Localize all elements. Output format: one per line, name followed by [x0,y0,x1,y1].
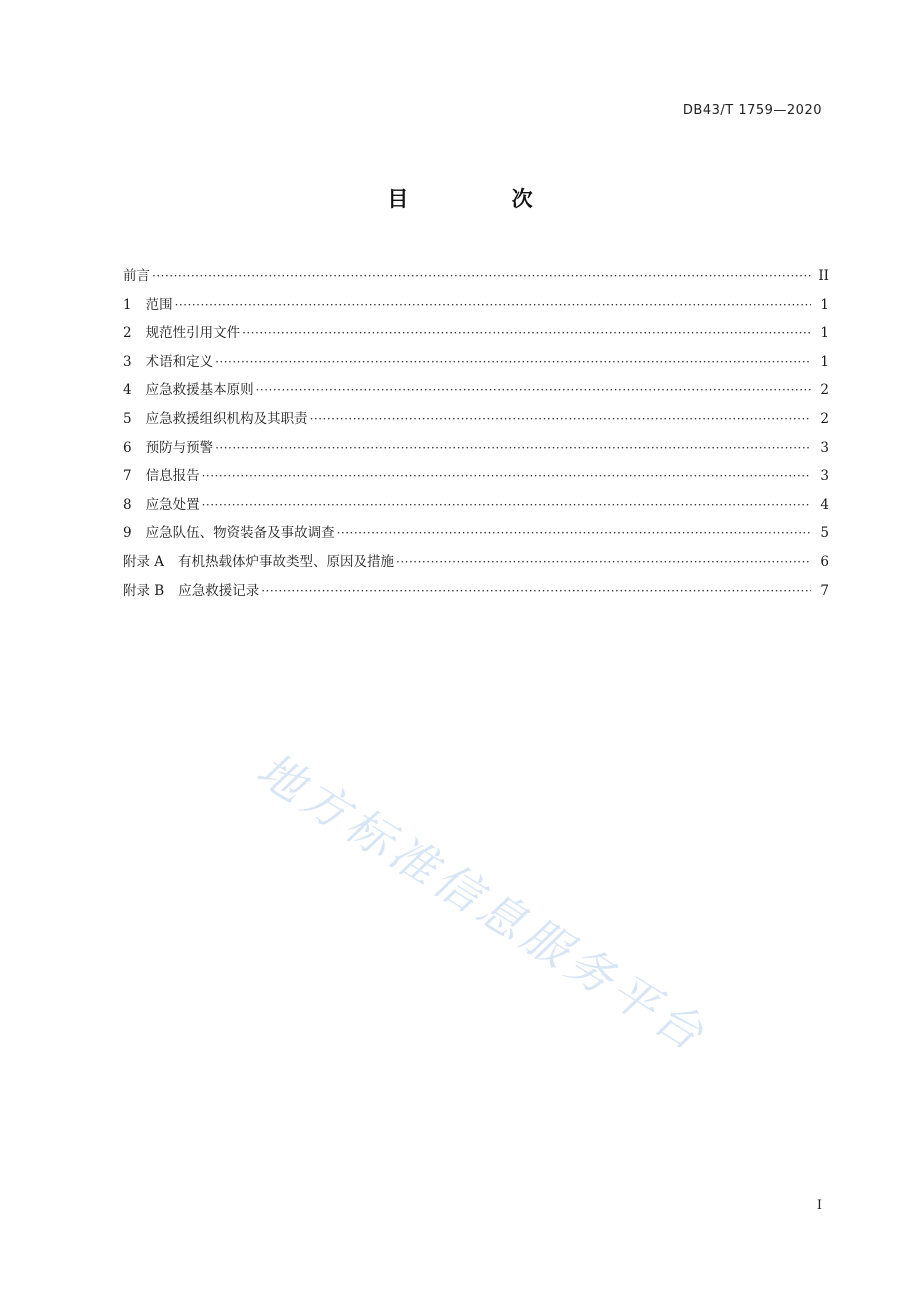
toc-entry-page: 1 [820,353,829,370]
page-title: 目 次 [387,187,581,211]
toc-entry-label: 前言 [123,268,150,284]
toc-entry-number: 附录 A [123,553,165,570]
toc-entry-label: 应急救援组织机构及其职责 [145,410,308,427]
toc-entry-number: 7 [123,468,132,485]
toc-entry-label: 应急救援基本原则 [145,382,254,399]
toc-leader-dots [202,491,811,520]
toc-entry-9[interactable] [123,519,829,548]
toc-entry-7[interactable] [123,462,829,491]
toc-entry-label: 术语和定义 [145,353,214,370]
toc-entry-page: 1 [820,325,829,342]
toc-entry-number: 1 [123,296,132,313]
toc-leader-dots [215,434,811,463]
toc-entry-page: 3 [820,468,829,485]
toc-entry-6[interactable] [123,434,829,463]
document-code: DB43/T 1759—2020 [682,103,822,118]
toc-entry-1[interactable] [123,291,829,320]
toc-entry-2[interactable] [123,319,829,348]
toc-entry-label: 应急处置 [145,496,200,513]
toc-leader-dots [261,577,811,606]
toc-entry-label: 应急队伍、物资装备及事故调查 [145,525,335,542]
toc-leader-dots [202,462,811,491]
toc-leader-dots [215,348,811,377]
toc-entry-appendix-a[interactable] [123,548,829,577]
toc-entry-preface[interactable] [123,262,829,291]
toc-entry-page: 5 [820,525,829,542]
toc-entry-page: 1 [820,296,829,313]
toc-entry-page: 7 [820,582,829,599]
toc-leader-dots [242,319,811,348]
toc-entry-page: II [818,268,829,284]
toc-entry-number: 4 [123,382,132,399]
toc-entry-label: 规范性引用文件 [145,325,241,342]
watermark: 地方标准信息服务平台 [247,741,718,1064]
page-number: I [816,1198,822,1213]
toc-entry-page: 2 [820,382,829,399]
toc-entry-number: 5 [123,410,132,427]
toc-leader-dots [152,262,811,291]
toc-entry-number: 3 [123,353,132,370]
table-of-contents [123,262,829,605]
toc-entry-number: 8 [123,496,132,513]
toc-entry-appendix-b[interactable] [123,577,829,606]
toc-leader-dots [175,291,811,320]
toc-entry-4[interactable] [123,376,829,405]
toc-entry-8[interactable] [123,491,829,520]
toc-leader-dots [337,519,811,548]
toc-entry-page: 4 [820,496,829,513]
toc-entry-page: 3 [820,439,829,456]
toc-entry-number: 2 [123,325,132,342]
toc-entry-label: 预防与预警 [145,439,214,456]
toc-entry-number: 附录 B [123,582,165,599]
toc-entry-label: 应急救援记录 [178,582,260,599]
toc-entry-number: 6 [123,439,132,456]
toc-entry-page: 2 [820,410,829,427]
toc-entry-number: 9 [123,525,132,542]
toc-entry-label: 范围 [145,296,173,313]
toc-entry-3[interactable] [123,348,829,377]
toc-entry-label: 有机热载体炉事故类型、原因及措施 [178,553,395,570]
toc-entry-page: 6 [820,553,829,570]
toc-leader-dots [256,376,811,405]
toc-entry-label: 信息报告 [145,468,200,485]
toc-leader-dots [396,548,811,577]
toc-leader-dots [310,405,811,434]
toc-entry-5[interactable] [123,405,829,434]
